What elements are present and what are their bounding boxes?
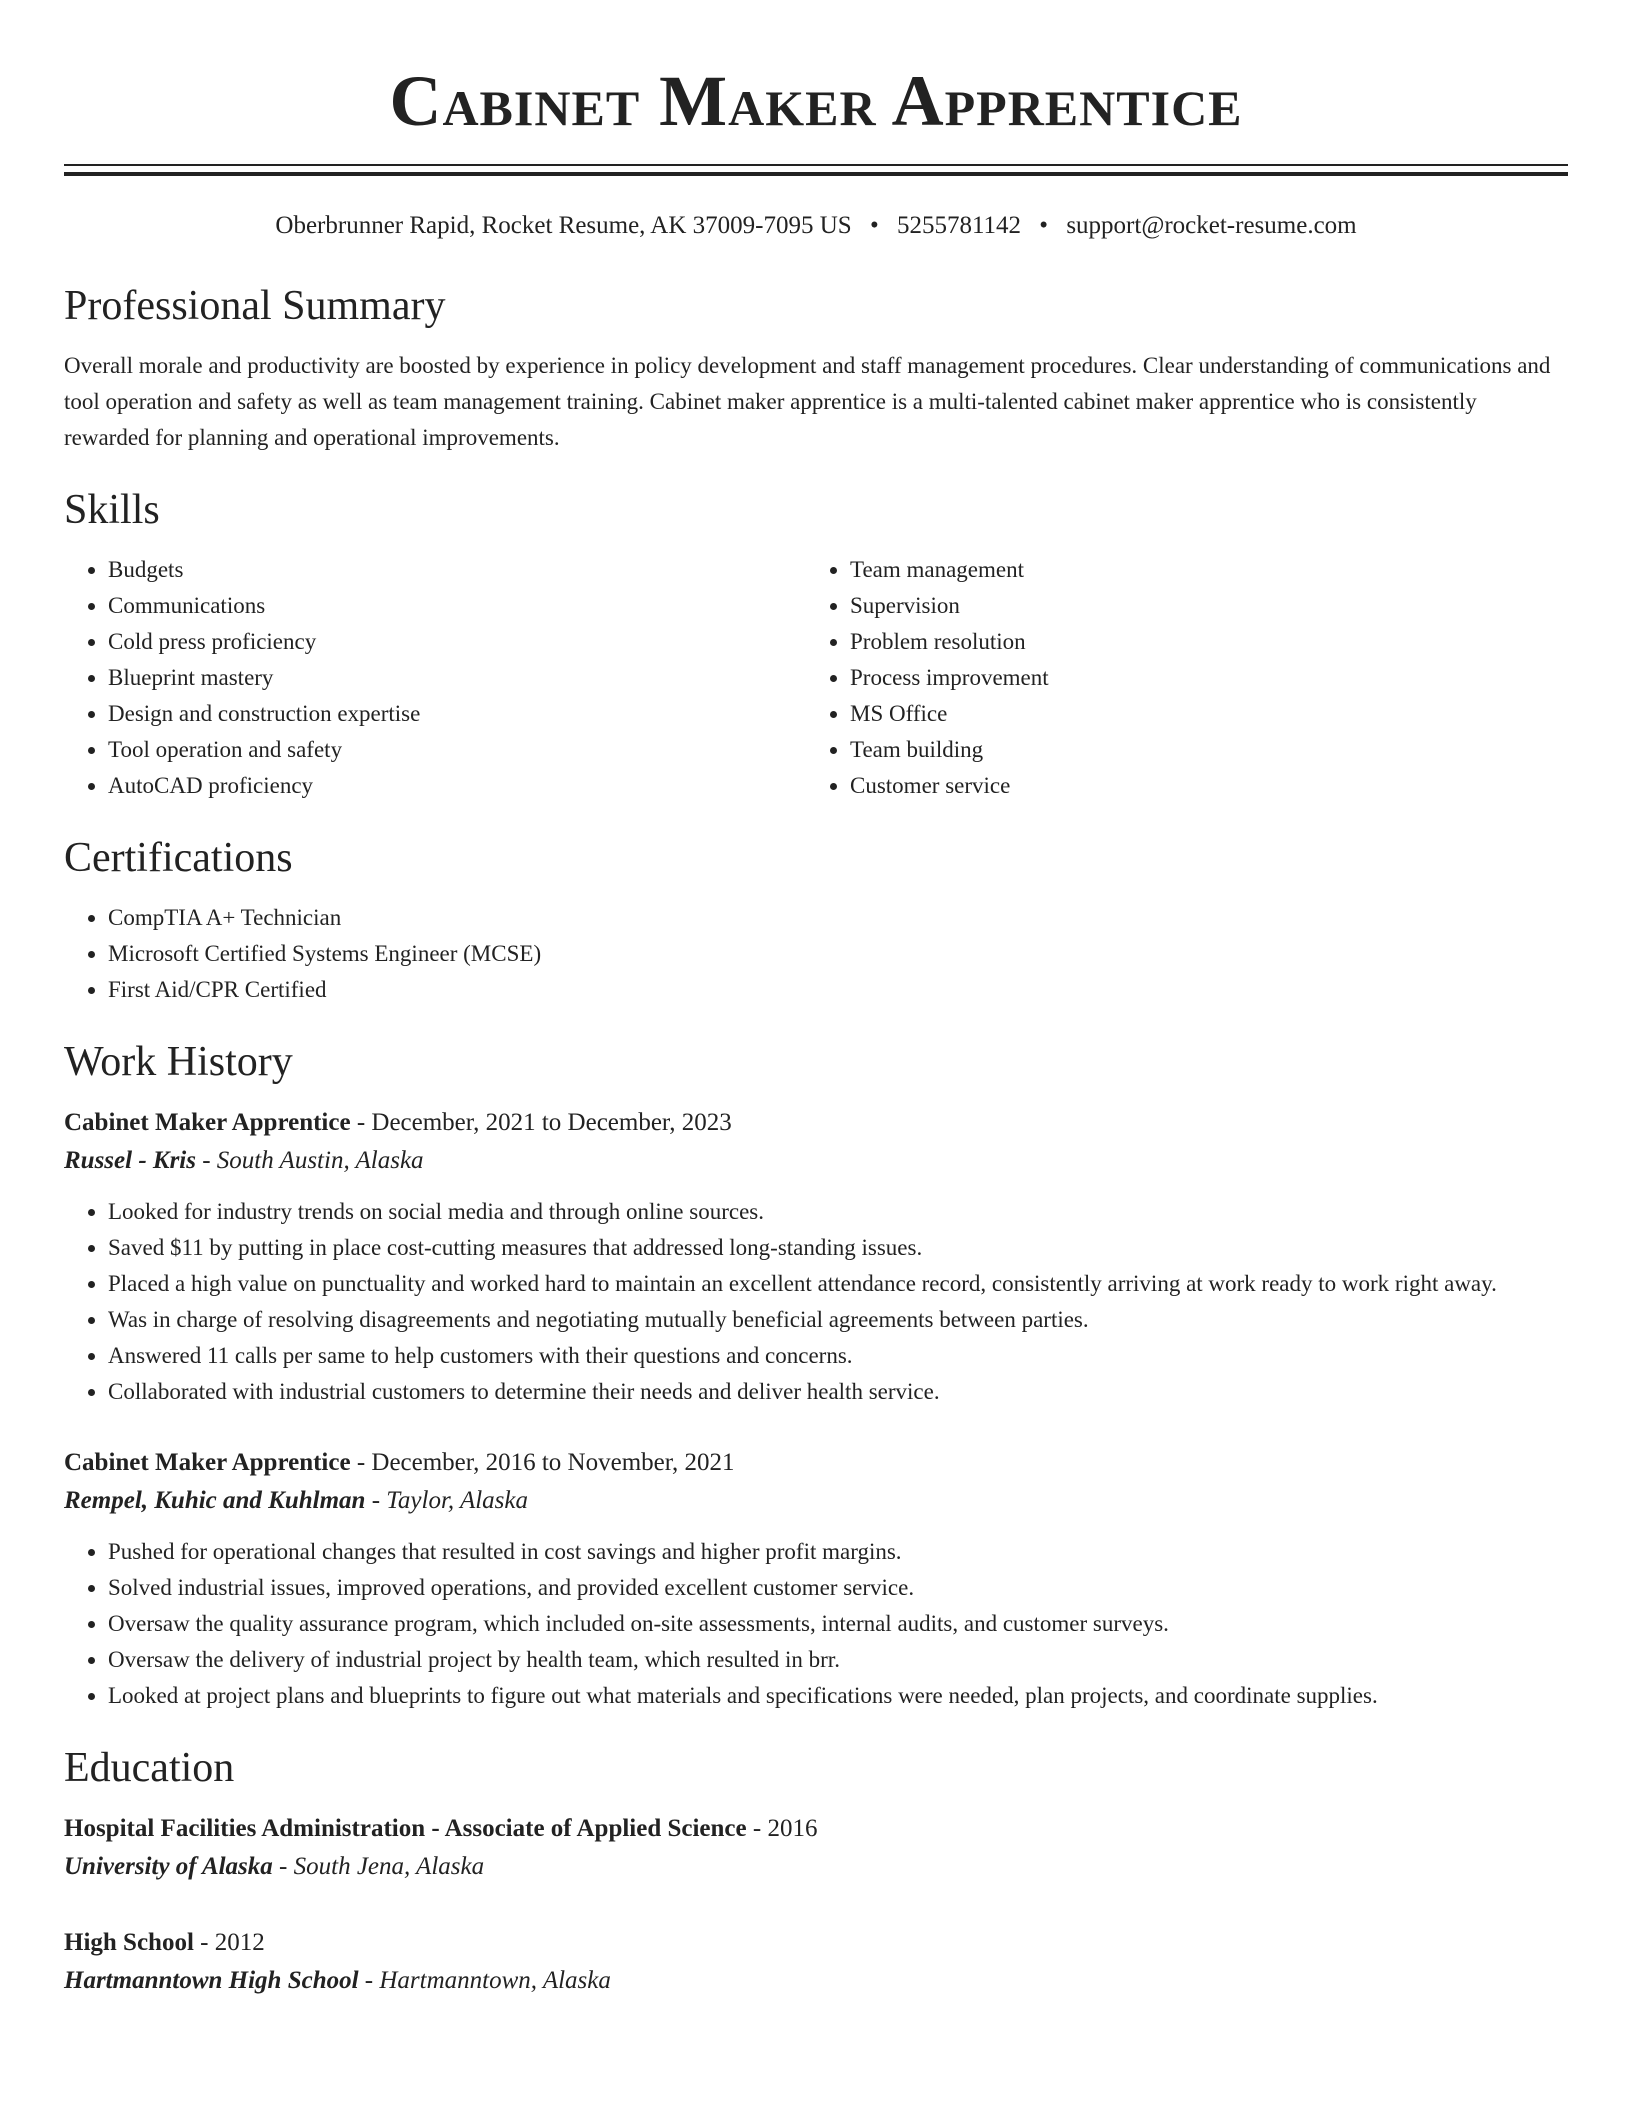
education-year: - 2016 [746,1815,818,1842]
skill-item: • Problem resolution [850,624,1548,660]
skill-item: • MS Office [850,696,1548,732]
certification-item: • Microsoft Certified Systems Engineer (MCSE) [108,936,1568,972]
job-title: Cabinet Maker Apprentice [64,1449,351,1476]
skills-list [64,552,1568,804]
resume-name: Cabinet Maker Apprentice [389,61,1243,141]
job-bullet: • Answered 11 calls per same to help customers with their questions and concerns. [108,1338,1568,1374]
education-school-line [64,1962,1568,2000]
certification-item: • CompTIA A+ Technician [108,900,1568,936]
job-entry [64,1444,1568,1714]
education-location: - South Jena, Alaska [272,1853,485,1880]
work-history-heading: Work History [64,1039,293,1085]
job-bullet: • Solved industrial issues, improved operations, and provided excellent customer service. [108,1570,1568,1606]
education-degree-line [64,1924,1568,1962]
skill-item: • Design and construction expertise [108,696,806,732]
skill-item: • Cold press proficiency [108,624,806,660]
education-school-line [64,1848,1568,1886]
skills-column-right [806,552,1548,804]
job-bullet: • Pushed for operational changes that resulted in cost savings and higher profit margins. [108,1534,1568,1570]
job-dates: - December, 2016 to November, 2021 [350,1449,735,1476]
job-bullet: • Oversaw the quality assurance program, which included on-site assessments, internal audits, and customer surveys. [108,1606,1568,1642]
skill-item: • Budgets [108,552,806,588]
skill-item: • Process improvement [850,660,1548,696]
job-bullet: • Oversaw the delivery of industrial project by health team, which resulted in brr. [108,1642,1568,1678]
job-title-line [64,1104,1568,1142]
contact-phone: 5255781142 [896,212,1022,239]
job-bullets [64,1194,1568,1410]
job-location: - Taylor, Alaska [365,1487,528,1514]
education-school: Hartmanntown High School [64,1967,359,1994]
job-title-line [64,1444,1568,1482]
skill-item: • Tool operation and safety [108,732,806,768]
job-title: Cabinet Maker Apprentice [64,1109,351,1136]
skill-item: • Team building [850,732,1548,768]
education-degree: Hospital Facilities Administration - Associate of Applied Science [64,1815,747,1842]
skill-item: • Blueprint mastery [108,660,806,696]
job-bullet: • Collaborated with industrial customers to determine their needs and deliver health service. [108,1374,1568,1410]
education-degree-line [64,1810,1568,1848]
job-location: - South Austin, Alaska [195,1147,424,1174]
education-entry [64,1924,1568,2000]
job-company-line [64,1142,1568,1180]
contact-line [64,210,1568,242]
certification-item: • First Aid/CPR Certified [108,972,1568,1008]
job-company: Russel - Kris [64,1147,196,1174]
job-dates: - December, 2021 to December, 2023 [350,1109,732,1136]
job-bullet: • Looked for industry trends on social media and through online sources. [108,1194,1568,1230]
skill-item: • Customer service [850,768,1548,804]
skill-item: • Team management [850,552,1548,588]
job-bullet: • Was in charge of resolving disagreements and negotiating mutually beneficial agreements between parties. [108,1302,1568,1338]
skill-item: • AutoCAD proficiency [108,768,806,804]
job-bullet: • Looked at project plans and blueprints to figure out what materials and specifications were needed, plan projects, and coordinate supplies. [108,1678,1568,1714]
education-heading: Education [64,1745,235,1791]
education-school: University of Alaska [64,1853,273,1880]
job-bullet: • Saved $11 by putting in place cost-cutting measures that addressed long-standing issues. [108,1230,1568,1266]
job-bullets [64,1534,1568,1714]
summary-text: Overall morale and productivity are boosted by experience in policy development and staff management procedures. Clear understanding of communications and tool operation and safety as well as team management training. Cabinet maker apprentice is a multi-talented cabinet maker apprentice who is consistently rewarded for planning and operational improvements. [64,353,1551,450]
education-entry [64,1810,1568,1886]
header-divider [64,164,1568,176]
education-location: - Hartmanntown, Alaska [358,1967,611,1994]
contact-email: support@rocket-resume.com [1066,212,1357,239]
job-company-line [64,1482,1568,1520]
skills-column-left [64,552,806,804]
contact-separator: • [1039,212,1049,239]
certifications-heading: Certifications [64,835,293,881]
skill-item: • Communications [108,588,806,624]
education-degree: High School [64,1929,194,1956]
skill-item: • Supervision [850,588,1548,624]
job-company: Rempel, Kuhic and Kuhlman [64,1487,366,1514]
skills-heading: Skills [64,487,160,533]
job-entry [64,1104,1568,1410]
education-year: - 2012 [193,1929,265,1956]
job-bullet: • Placed a high value on punctuality and worked hard to maintain an excellent attendance record, consistently arriving at work ready to work right away. [108,1266,1568,1302]
summary-heading: Professional Summary [64,283,446,329]
certifications-list [64,900,1568,1008]
contact-address: Oberbrunner Rapid, Rocket Resume, AK 37009-7095 US [275,212,852,239]
contact-separator: • [869,212,879,239]
